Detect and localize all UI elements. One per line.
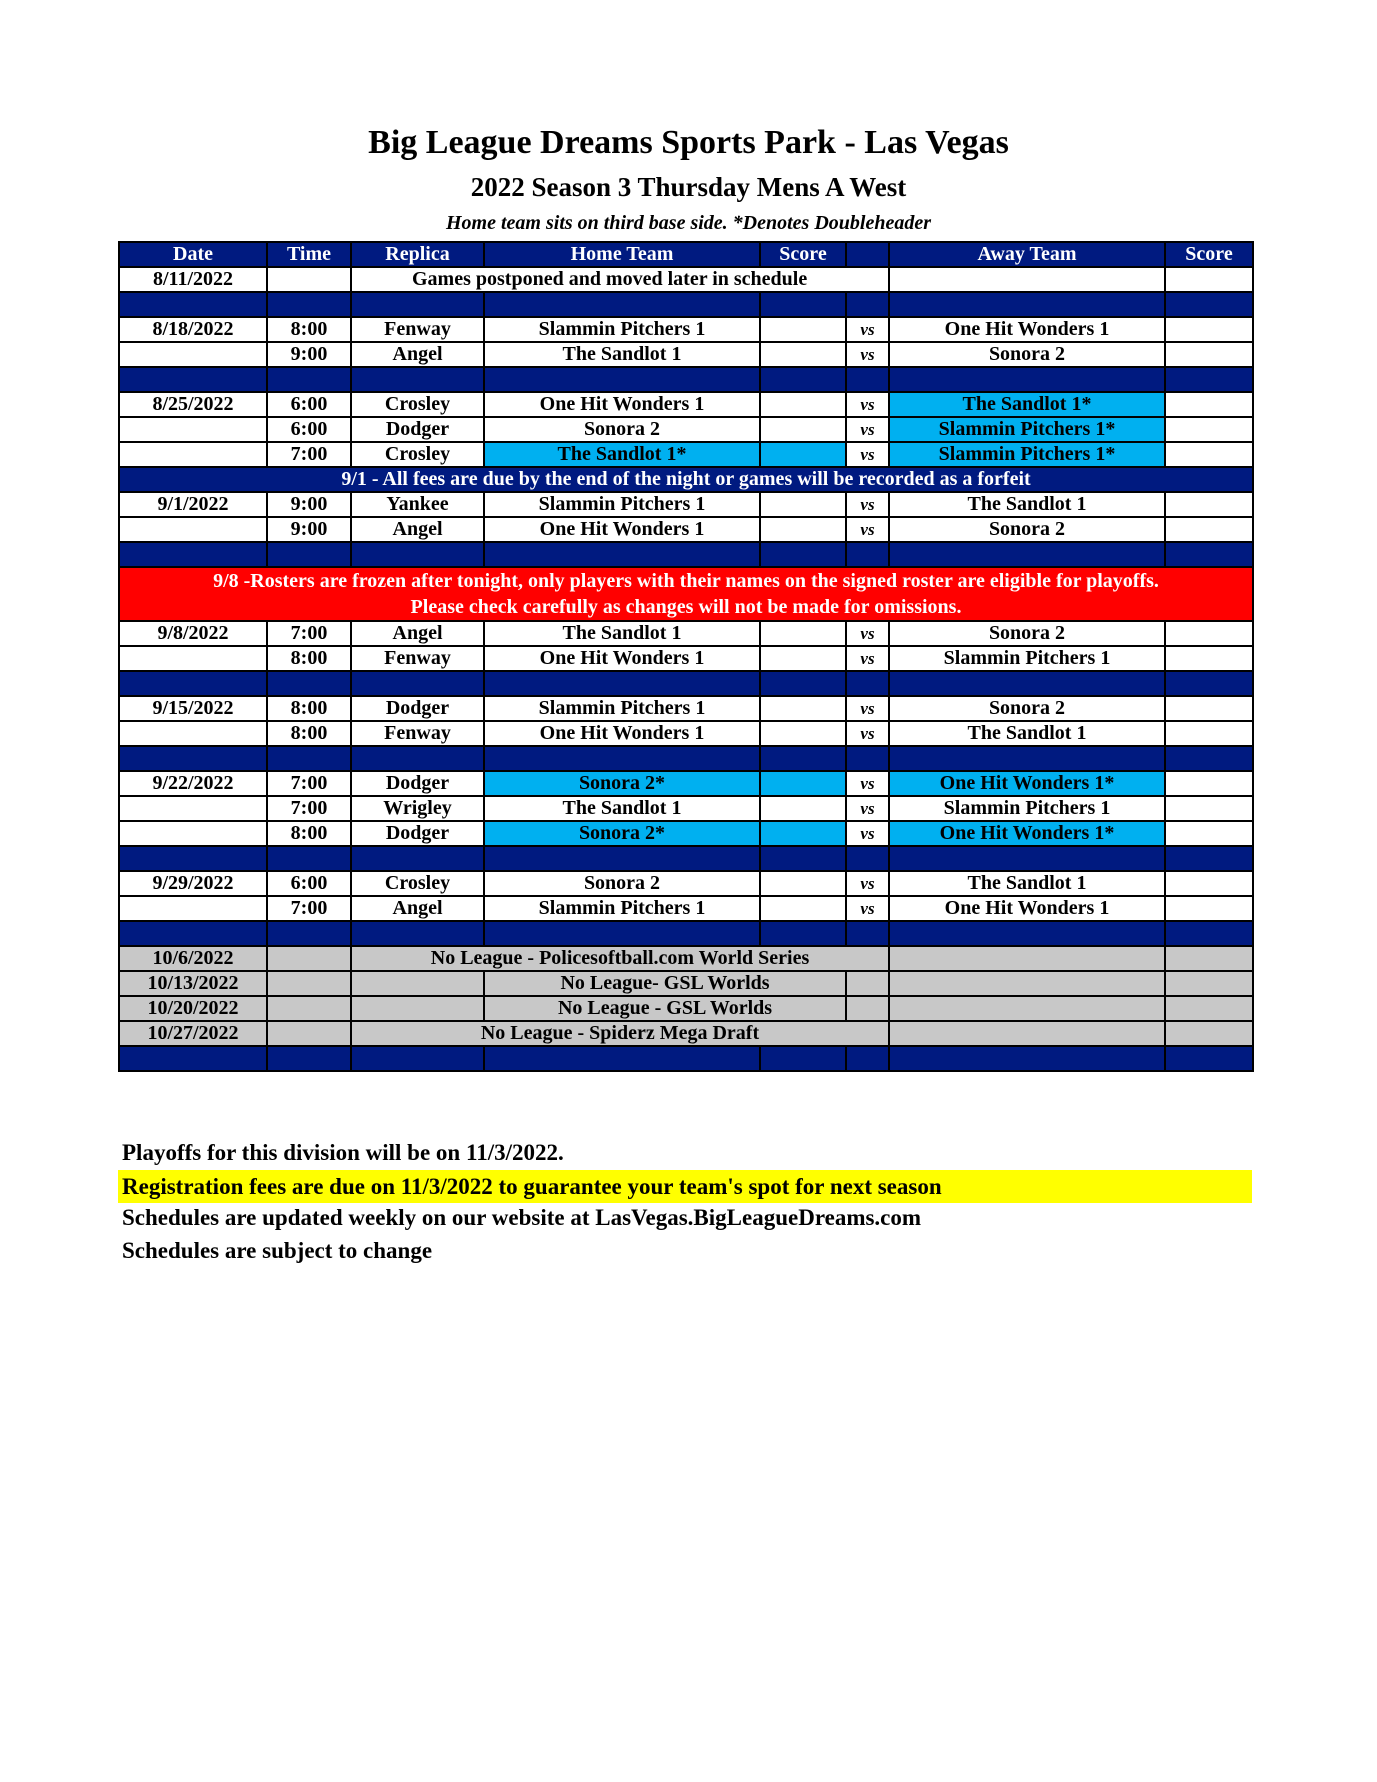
home-score-cell bbox=[760, 896, 846, 921]
date-cell bbox=[119, 646, 267, 671]
away-team-cell: Sonora 2 bbox=[889, 621, 1165, 646]
separator-cell bbox=[760, 292, 846, 317]
game-row bbox=[119, 342, 1253, 367]
field-cell: Crosley bbox=[351, 442, 484, 467]
home-score-cell bbox=[760, 517, 846, 542]
field-cell bbox=[351, 971, 484, 996]
away-team-cell: Sonora 2 bbox=[889, 696, 1165, 721]
separator-cell bbox=[267, 746, 351, 771]
away-team-cell: The Sandlot 1 bbox=[889, 721, 1165, 746]
time-cell: 9:00 bbox=[267, 342, 351, 367]
separator-cell bbox=[889, 367, 1165, 392]
away-team-cell bbox=[889, 996, 1165, 1021]
date-cell: 9/29/2022 bbox=[119, 871, 267, 896]
game-row bbox=[119, 871, 1253, 896]
no-league-note: No League - Policesoftball.com World Series bbox=[351, 946, 889, 971]
time-cell: 7:00 bbox=[267, 771, 351, 796]
game-row bbox=[119, 621, 1253, 646]
away-team-cell: One Hit Wonders 1* bbox=[889, 821, 1165, 846]
time-cell: 8:00 bbox=[267, 646, 351, 671]
vs-cell: vs bbox=[846, 796, 889, 821]
away-team-cell: One Hit Wonders 1 bbox=[889, 317, 1165, 342]
separator-cell bbox=[760, 671, 846, 696]
separator-cell bbox=[1165, 746, 1253, 771]
vs-cell: vs bbox=[846, 721, 889, 746]
roster-alert-line2: Please check carefully as changes will not be made for omissions. bbox=[410, 596, 962, 618]
time-cell: 9:00 bbox=[267, 517, 351, 542]
away-score-cell bbox=[1165, 317, 1253, 342]
date-cell bbox=[119, 442, 267, 467]
separator-cell bbox=[760, 846, 846, 871]
vs-cell: vs bbox=[846, 771, 889, 796]
playoffs-note: Playoffs for this division will be on 11/3/2022. bbox=[122, 1140, 564, 1165]
home-team-cell: Slammin Pitchers 1 bbox=[484, 492, 760, 517]
separator-cell bbox=[484, 746, 760, 771]
home-score-cell bbox=[760, 696, 846, 721]
separator-cell bbox=[351, 671, 484, 696]
separator-cell bbox=[846, 292, 889, 317]
field-cell: Crosley bbox=[351, 392, 484, 417]
vs-cell: vs bbox=[846, 442, 889, 467]
field-cell: Dodger bbox=[351, 696, 484, 721]
separator-cell bbox=[119, 746, 267, 771]
separator-cell bbox=[889, 846, 1165, 871]
away-score-cell bbox=[1165, 896, 1253, 921]
home-score-cell bbox=[760, 796, 846, 821]
separator-cell bbox=[889, 292, 1165, 317]
vs-cell: vs bbox=[846, 492, 889, 517]
away-score-cell bbox=[1165, 517, 1253, 542]
separator-cell bbox=[119, 292, 267, 317]
separator-cell bbox=[119, 542, 267, 567]
home-score-cell bbox=[760, 646, 846, 671]
home-team-cell: The Sandlot 1 bbox=[484, 796, 760, 821]
home-team-cell: One Hit Wonders 1 bbox=[484, 392, 760, 417]
away-team-cell: Slammin Pitchers 1* bbox=[889, 417, 1165, 442]
separator-cell bbox=[1165, 542, 1253, 567]
date-cell: 8/25/2022 bbox=[119, 392, 267, 417]
time-cell: 9:00 bbox=[267, 492, 351, 517]
home-score-cell bbox=[760, 317, 846, 342]
vs-cell bbox=[846, 996, 889, 1021]
field-cell: Angel bbox=[351, 517, 484, 542]
separator-row bbox=[119, 292, 1253, 317]
date-cell bbox=[119, 796, 267, 821]
postponed-row bbox=[119, 267, 1253, 292]
separator-row bbox=[119, 921, 1253, 946]
vs-cell: vs bbox=[846, 646, 889, 671]
page-subtitle: 2022 Season 3 Thursday Mens A West bbox=[470, 172, 907, 202]
page-title: Big League Dreams Sports Park - Las Vegas bbox=[368, 124, 1009, 161]
away-team-cell bbox=[889, 267, 1165, 292]
date-cell: 10/20/2022 bbox=[119, 996, 267, 1021]
game-row bbox=[119, 821, 1253, 846]
home-team-cell: Slammin Pitchers 1 bbox=[484, 317, 760, 342]
game-row bbox=[119, 442, 1253, 467]
time-cell bbox=[267, 971, 351, 996]
time-cell: 8:00 bbox=[267, 821, 351, 846]
vs-cell: vs bbox=[846, 317, 889, 342]
separator-cell bbox=[484, 846, 760, 871]
separator-cell bbox=[267, 542, 351, 567]
separator-cell bbox=[119, 1046, 267, 1071]
field-cell: Wrigley bbox=[351, 796, 484, 821]
date-cell bbox=[119, 342, 267, 367]
away-score-cell bbox=[1165, 996, 1253, 1021]
separator-cell bbox=[119, 671, 267, 696]
home-team-cell: Sonora 2* bbox=[484, 771, 760, 796]
website-note: Schedules are updated weekly on our website at LasVegas.BigLeagueDreams.com bbox=[122, 1205, 922, 1230]
home-team-cell: Sonora 2* bbox=[484, 821, 760, 846]
game-row bbox=[119, 771, 1253, 796]
date-cell: 10/6/2022 bbox=[119, 946, 267, 971]
no-league-note: No League- GSL Worlds bbox=[484, 971, 846, 996]
time-cell: 6:00 bbox=[267, 392, 351, 417]
vs-cell: vs bbox=[846, 517, 889, 542]
fees-notice-row bbox=[119, 467, 1253, 492]
away-score-cell bbox=[1165, 771, 1253, 796]
game-row bbox=[119, 317, 1253, 342]
vs-cell: vs bbox=[846, 821, 889, 846]
separator-cell bbox=[889, 1046, 1165, 1071]
header-away-score: Score bbox=[1165, 242, 1253, 267]
date-cell: 8/18/2022 bbox=[119, 317, 267, 342]
separator-cell bbox=[1165, 921, 1253, 946]
vs-cell: vs bbox=[846, 342, 889, 367]
no-league-row bbox=[119, 971, 1253, 996]
away-score-cell bbox=[1165, 721, 1253, 746]
home-score-cell bbox=[760, 821, 846, 846]
header-home-team: Home Team bbox=[484, 242, 760, 267]
home-score-cell bbox=[760, 771, 846, 796]
separator-cell bbox=[484, 542, 760, 567]
separator-cell bbox=[267, 921, 351, 946]
away-team-cell: The Sandlot 1 bbox=[889, 871, 1165, 896]
date-cell: 9/22/2022 bbox=[119, 771, 267, 796]
separator-row bbox=[119, 746, 1253, 771]
away-score-cell bbox=[1165, 696, 1253, 721]
home-score-cell bbox=[760, 621, 846, 646]
field-cell: Dodger bbox=[351, 821, 484, 846]
away-team-cell: One Hit Wonders 1 bbox=[889, 896, 1165, 921]
home-team-cell: One Hit Wonders 1 bbox=[484, 517, 760, 542]
separator-cell bbox=[119, 367, 267, 392]
time-cell: 7:00 bbox=[267, 442, 351, 467]
fees-notice: 9/1 - All fees are due by the end of the night or games will be recorded as a forfeit bbox=[119, 467, 1253, 492]
separator-row bbox=[119, 846, 1253, 871]
away-team-cell: Slammin Pitchers 1 bbox=[889, 646, 1165, 671]
home-team-cell: Sonora 2 bbox=[484, 871, 760, 896]
home-team-cell: The Sandlot 1* bbox=[484, 442, 760, 467]
schedule-body bbox=[119, 267, 1253, 1071]
separator-cell bbox=[846, 367, 889, 392]
away-team-cell: Slammin Pitchers 1 bbox=[889, 796, 1165, 821]
vs-cell: vs bbox=[846, 871, 889, 896]
away-team-cell: The Sandlot 1* bbox=[889, 392, 1165, 417]
roster-alert bbox=[119, 567, 1253, 621]
header-home-score: Score bbox=[760, 242, 846, 267]
schedule-note: Home team sits on third base side. *Denotes Doubleheader bbox=[446, 212, 931, 234]
separator-cell bbox=[267, 1046, 351, 1071]
date-cell bbox=[119, 417, 267, 442]
separator-cell bbox=[1165, 367, 1253, 392]
date-cell: 10/13/2022 bbox=[119, 971, 267, 996]
no-league-note: No League - GSL Worlds bbox=[484, 996, 846, 1021]
time-cell: 8:00 bbox=[267, 696, 351, 721]
separator-cell bbox=[760, 542, 846, 567]
table-header-row bbox=[119, 242, 1253, 267]
header-vs-spacer bbox=[846, 242, 889, 267]
away-score-cell bbox=[1165, 492, 1253, 517]
header-date: Date bbox=[119, 242, 267, 267]
date-cell bbox=[119, 821, 267, 846]
date-cell bbox=[119, 517, 267, 542]
away-team-cell bbox=[889, 946, 1165, 971]
away-score-cell bbox=[1165, 392, 1253, 417]
away-score-cell bbox=[1165, 871, 1253, 896]
field-cell: Yankee bbox=[351, 492, 484, 517]
roster-alert-line1: 9/8 -Rosters are frozen after tonight, only players with their names on the signed roster are eligible for playoffs. bbox=[213, 570, 1159, 592]
away-score-cell bbox=[1165, 821, 1253, 846]
postponed-note: Games postponed and moved later in schedule bbox=[351, 267, 889, 292]
vs-cell: vs bbox=[846, 392, 889, 417]
home-team-cell: One Hit Wonders 1 bbox=[484, 646, 760, 671]
no-league-row bbox=[119, 996, 1253, 1021]
game-row bbox=[119, 796, 1253, 821]
away-score-cell bbox=[1165, 417, 1253, 442]
time-cell: 6:00 bbox=[267, 871, 351, 896]
separator-cell bbox=[351, 292, 484, 317]
field-cell: Fenway bbox=[351, 317, 484, 342]
separator-cell bbox=[846, 1046, 889, 1071]
home-team-cell: The Sandlot 1 bbox=[484, 342, 760, 367]
away-score-cell bbox=[1165, 1021, 1253, 1046]
registration-note: Registration fees are due on 11/3/2022 to guarantee your team's spot for next season bbox=[118, 1170, 1252, 1203]
separator-cell bbox=[760, 921, 846, 946]
separator-cell bbox=[119, 846, 267, 871]
date-cell: 9/1/2022 bbox=[119, 492, 267, 517]
home-team-cell: The Sandlot 1 bbox=[484, 621, 760, 646]
game-row bbox=[119, 392, 1253, 417]
time-cell: 8:00 bbox=[267, 721, 351, 746]
separator-cell bbox=[267, 671, 351, 696]
home-score-cell bbox=[760, 492, 846, 517]
header-away-team: Away Team bbox=[889, 242, 1165, 267]
date-cell: 9/15/2022 bbox=[119, 696, 267, 721]
roster-alert-row bbox=[119, 567, 1253, 621]
separator-cell bbox=[484, 367, 760, 392]
separator-cell bbox=[846, 846, 889, 871]
separator-cell bbox=[760, 367, 846, 392]
field-cell bbox=[351, 996, 484, 1021]
vs-cell: vs bbox=[846, 417, 889, 442]
separator-cell bbox=[889, 746, 1165, 771]
header-replica: Replica bbox=[351, 242, 484, 267]
separator-cell bbox=[267, 292, 351, 317]
game-row bbox=[119, 721, 1253, 746]
away-score-cell bbox=[1165, 442, 1253, 467]
home-score-cell bbox=[760, 417, 846, 442]
game-row bbox=[119, 646, 1253, 671]
separator-cell bbox=[889, 671, 1165, 696]
home-team-cell: Slammin Pitchers 1 bbox=[484, 696, 760, 721]
field-cell: Angel bbox=[351, 621, 484, 646]
time-cell: 6:00 bbox=[267, 417, 351, 442]
field-cell: Dodger bbox=[351, 417, 484, 442]
no-league-row bbox=[119, 1021, 1253, 1046]
date-cell: 10/27/2022 bbox=[119, 1021, 267, 1046]
time-cell bbox=[267, 267, 351, 292]
separator-cell bbox=[119, 921, 267, 946]
separator-cell bbox=[760, 746, 846, 771]
separator-cell bbox=[1165, 1046, 1253, 1071]
game-row bbox=[119, 417, 1253, 442]
change-note: Schedules are subject to change bbox=[122, 1238, 433, 1263]
separator-cell bbox=[846, 542, 889, 567]
game-row bbox=[119, 517, 1253, 542]
separator-cell bbox=[1165, 846, 1253, 871]
field-cell: Angel bbox=[351, 896, 484, 921]
time-cell: 7:00 bbox=[267, 796, 351, 821]
separator-row bbox=[119, 367, 1253, 392]
game-row bbox=[119, 896, 1253, 921]
separator-cell bbox=[351, 746, 484, 771]
separator-cell bbox=[351, 542, 484, 567]
away-team-cell: Sonora 2 bbox=[889, 517, 1165, 542]
time-cell bbox=[267, 1021, 351, 1046]
game-row bbox=[119, 492, 1253, 517]
separator-cell bbox=[484, 671, 760, 696]
separator-cell bbox=[846, 746, 889, 771]
home-team-cell: Sonora 2 bbox=[484, 417, 760, 442]
time-cell: 8:00 bbox=[267, 317, 351, 342]
field-cell: Fenway bbox=[351, 721, 484, 746]
away-team-cell: The Sandlot 1 bbox=[889, 492, 1165, 517]
separator-cell bbox=[351, 846, 484, 871]
no-league-note: No League - Spiderz Mega Draft bbox=[351, 1021, 889, 1046]
away-team-cell bbox=[889, 971, 1165, 996]
separator-row bbox=[119, 1046, 1253, 1071]
home-team-cell: One Hit Wonders 1 bbox=[484, 721, 760, 746]
no-league-row bbox=[119, 946, 1253, 971]
away-score-cell bbox=[1165, 621, 1253, 646]
separator-cell bbox=[484, 921, 760, 946]
separator-row bbox=[119, 671, 1253, 696]
separator-cell bbox=[846, 921, 889, 946]
separator-cell bbox=[351, 367, 484, 392]
separator-cell bbox=[351, 921, 484, 946]
away-score-cell bbox=[1165, 946, 1253, 971]
home-score-cell bbox=[760, 721, 846, 746]
time-cell bbox=[267, 946, 351, 971]
game-row bbox=[119, 696, 1253, 721]
header-time: Time bbox=[267, 242, 351, 267]
away-team-cell: Sonora 2 bbox=[889, 342, 1165, 367]
field-cell: Angel bbox=[351, 342, 484, 367]
schedule-table bbox=[118, 241, 1254, 1072]
separator-cell bbox=[351, 1046, 484, 1071]
vs-cell bbox=[846, 971, 889, 996]
time-cell bbox=[267, 996, 351, 1021]
vs-cell: vs bbox=[846, 621, 889, 646]
home-score-cell bbox=[760, 392, 846, 417]
vs-cell: vs bbox=[846, 696, 889, 721]
date-cell bbox=[119, 721, 267, 746]
date-cell bbox=[119, 896, 267, 921]
away-score-cell bbox=[1165, 342, 1253, 367]
time-cell: 7:00 bbox=[267, 621, 351, 646]
away-team-cell: Slammin Pitchers 1* bbox=[889, 442, 1165, 467]
separator-cell bbox=[484, 1046, 760, 1071]
vs-cell: vs bbox=[846, 896, 889, 921]
away-score-cell bbox=[1165, 971, 1253, 996]
separator-cell bbox=[267, 367, 351, 392]
date-cell: 8/11/2022 bbox=[119, 267, 267, 292]
home-score-cell bbox=[760, 342, 846, 367]
away-score-cell bbox=[1165, 796, 1253, 821]
field-cell: Crosley bbox=[351, 871, 484, 896]
separator-row bbox=[119, 542, 1253, 567]
away-score-cell bbox=[1165, 267, 1253, 292]
away-team-cell: One Hit Wonders 1* bbox=[889, 771, 1165, 796]
away-score-cell bbox=[1165, 646, 1253, 671]
separator-cell bbox=[484, 292, 760, 317]
separator-cell bbox=[267, 846, 351, 871]
home-score-cell bbox=[760, 871, 846, 896]
date-cell: 9/8/2022 bbox=[119, 621, 267, 646]
separator-cell bbox=[1165, 292, 1253, 317]
separator-cell bbox=[760, 1046, 846, 1071]
separator-cell bbox=[889, 921, 1165, 946]
away-team-cell bbox=[889, 1021, 1165, 1046]
field-cell: Dodger bbox=[351, 771, 484, 796]
home-score-cell bbox=[760, 442, 846, 467]
home-team-cell: Slammin Pitchers 1 bbox=[484, 896, 760, 921]
separator-cell bbox=[846, 671, 889, 696]
time-cell: 7:00 bbox=[267, 896, 351, 921]
separator-cell bbox=[889, 542, 1165, 567]
separator-cell bbox=[1165, 671, 1253, 696]
field-cell: Fenway bbox=[351, 646, 484, 671]
